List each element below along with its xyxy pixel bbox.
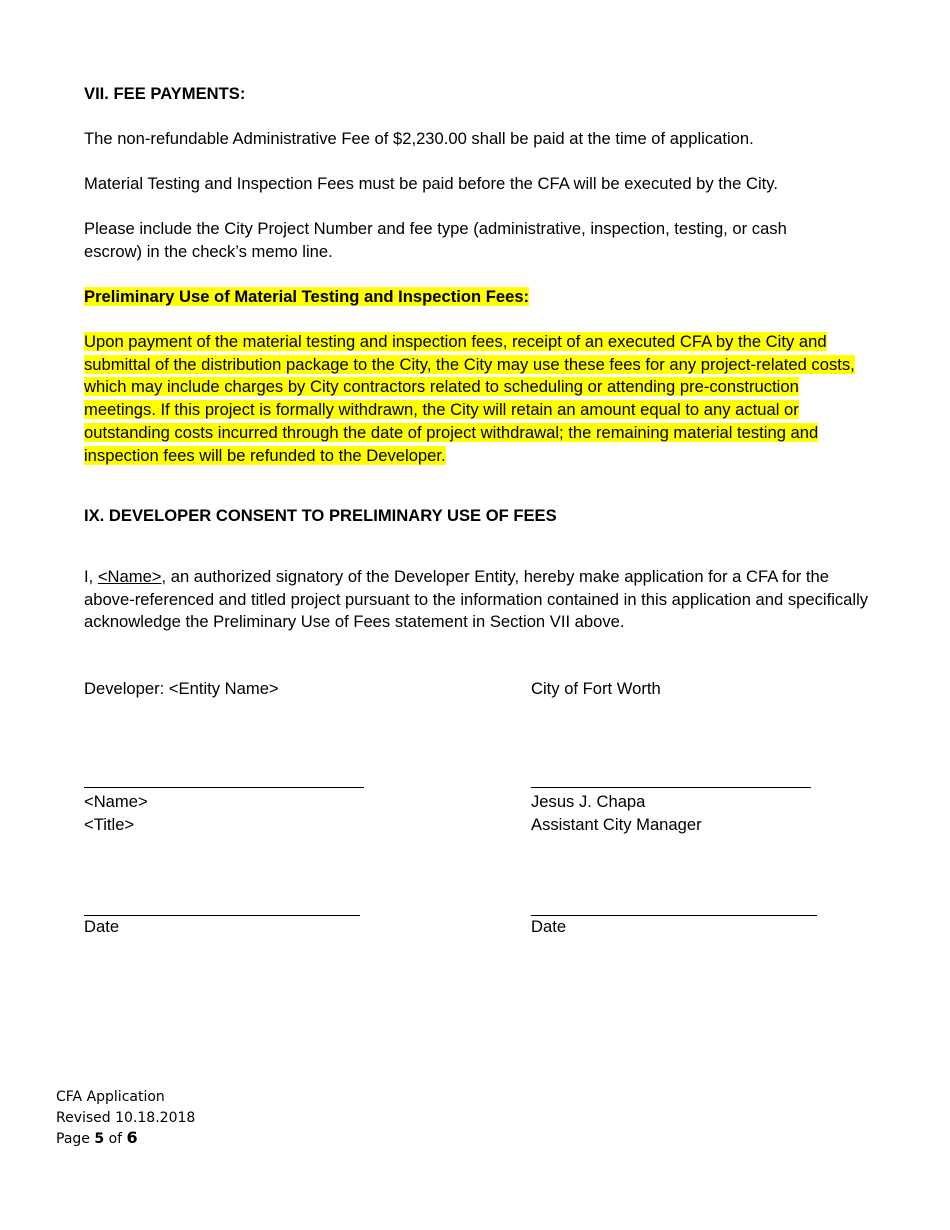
city-party-label: City of Fort Worth (531, 679, 661, 698)
city-signer-title: Assistant City Manager (531, 815, 702, 834)
consent-paragraph (84, 566, 869, 634)
footer-total-pages: 6 (126, 1128, 138, 1147)
footer-of-word: of (108, 1131, 123, 1147)
consent-name-placeholder: <Name> (97, 567, 162, 586)
developer-party-label: Developer: <Entity Name> (84, 679, 279, 698)
developer-signature-line (84, 787, 364, 788)
developer-signer-title: <Title> (84, 815, 135, 834)
city-signer-name: Jesus J. Chapa (531, 792, 646, 811)
city-date-line (531, 915, 817, 916)
city-date-label: Date (531, 917, 567, 936)
page-footer (56, 1087, 195, 1150)
preliminary-use-subheading (84, 287, 529, 307)
footer-revision: Revised 10.18.2018 (56, 1109, 196, 1126)
memo-line-paragraph: Please include the City Project Number and fee type (administrative, inspection, testing, or cash escrow) in the check’s memo line. (84, 219, 787, 261)
footer-current-page: 5 (94, 1131, 105, 1147)
developer-date-line (84, 915, 360, 916)
footer-doc-title: CFA Application (56, 1089, 165, 1105)
preliminary-use-paragraph (84, 331, 864, 467)
preliminary-use-subheading-text: Preliminary Use of Material Testing and Inspection Fees: (84, 287, 530, 306)
consent-prefix: I, (84, 567, 98, 586)
consent-body: , an authorized signatory of the Developer Entity, hereby make application for a CFA for the above-referenced and titled project pursuant to the information contained in this application and specifically acknowledge the Preliminary Use of Fees statement in Section VII above. (84, 567, 869, 632)
city-signature-line (531, 787, 811, 788)
developer-date-label: Date (84, 917, 120, 936)
footer-page-word: Page (56, 1131, 90, 1147)
developer-signer-name: <Name> (84, 792, 148, 811)
section-7-heading: VII. FEE PAYMENTS: (84, 84, 246, 103)
footer-page-number (56, 1128, 195, 1150)
admin-fee-paragraph: The non-refundable Administrative Fee of $2,230.00 shall be paid at the time of application. (84, 129, 754, 148)
testing-fee-paragraph: Material Testing and Inspection Fees must be paid before the CFA will be executed by the City. (84, 174, 778, 193)
preliminary-use-paragraph-text: Upon payment of the material testing and inspection fees, receipt of an executed CFA by the City and submittal of the distribution package to the City, the City may use these fees for any project-related costs, which may include charges by City contractors related to scheduling or attending pre-construction meetings. If this project is formally withdrawn, the City will retain an amount equal to any actual or outstanding costs incurred through the date of project withdrawal; the remaining material testing and inspection fees will be refunded to the Developer. (84, 332, 855, 465)
section-9-heading: IX. DEVELOPER CONSENT TO PRELIMINARY USE OF FEES (84, 506, 557, 525)
